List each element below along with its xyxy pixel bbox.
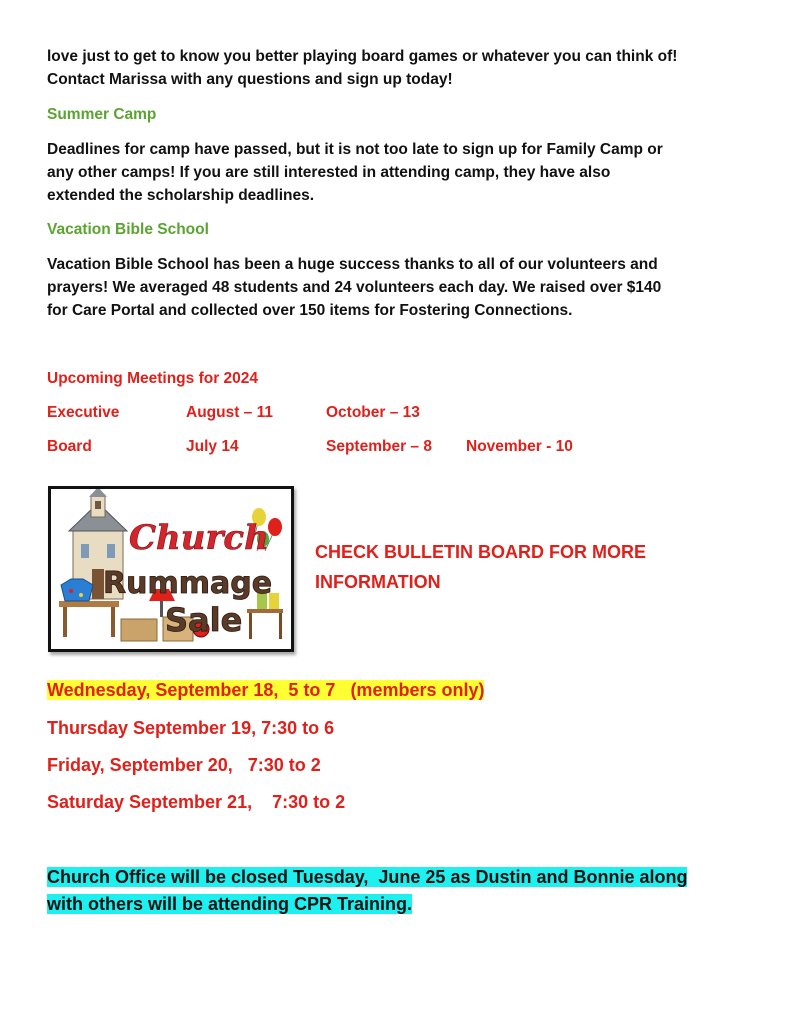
logo-word-church: Church — [129, 518, 269, 558]
summer-camp-line-3: extended the scholarship deadlines. — [47, 187, 315, 204]
bulletin-notice-line-2: INFORMATION — [315, 572, 441, 592]
logo-word-rummage: Rummage — [103, 566, 273, 601]
executive-date-1: August – 11 — [186, 404, 273, 421]
highlight-yellow: Wednesday, September 18, 5 to 7 (members only) — [47, 680, 485, 700]
summer-camp-line-2: any other camps! If you are still interested in attending camp, they have also — [47, 164, 611, 181]
sale-schedule-saturday: Saturday September 21, 7:30 to 2 — [47, 792, 346, 812]
board-date-1: July 14 — [186, 438, 239, 455]
office-closed-highlight-2: with others will be attending CPR Training. — [47, 894, 413, 914]
summer-camp-line-1: Deadlines for camp have passed, but it is not too late to sign up for Family Camp or — [47, 141, 663, 158]
sale-schedule-wednesday — [47, 678, 484, 702]
intro-line-1: love just to get to know you better playing board games or whatever you can think of! — [47, 48, 678, 65]
board-label: Board — [47, 438, 92, 455]
meetings-heading: Upcoming Meetings for 2024 — [47, 370, 259, 387]
board-date-3: November - 10 — [466, 438, 573, 455]
sale-schedule-thursday: Thursday September 19, 7:30 to 6 — [47, 718, 335, 738]
sale-schedule-friday: Friday, September 20, 7:30 to 2 — [47, 755, 321, 775]
vbs-heading: Vacation Bible School — [47, 221, 209, 238]
executive-date-2: October – 13 — [326, 404, 420, 421]
board-date-2: September – 8 — [326, 438, 432, 455]
vbs-line-3: for Care Portal and collected over 150 items for Fostering Connections. — [47, 302, 573, 319]
vbs-line-1: Vacation Bible School has been a huge success thanks to all of our volunteers and — [47, 256, 658, 273]
vbs-line-2: prayers! We averaged 48 students and 24 volunteers each day. We raised over $140 — [47, 279, 662, 296]
summer-camp-heading: Summer Camp — [47, 106, 157, 123]
intro-line-2: Contact Marissa with any questions and sign up today! — [47, 71, 453, 88]
office-closed-line-2 — [47, 891, 767, 918]
executive-label: Executive — [47, 404, 120, 421]
church-rummage-sale-logo — [48, 486, 294, 652]
office-closed-line-1 — [47, 864, 767, 891]
bulletin-notice-line-1: CHECK BULLETIN BOARD FOR MORE — [315, 542, 646, 562]
office-closed-highlight-1: Church Office will be closed Tuesday, June 25 as Dustin and Bonnie along — [47, 867, 688, 887]
logo-word-sale: Sale — [165, 601, 243, 639]
rummage-sale-illustration — [51, 489, 291, 649]
